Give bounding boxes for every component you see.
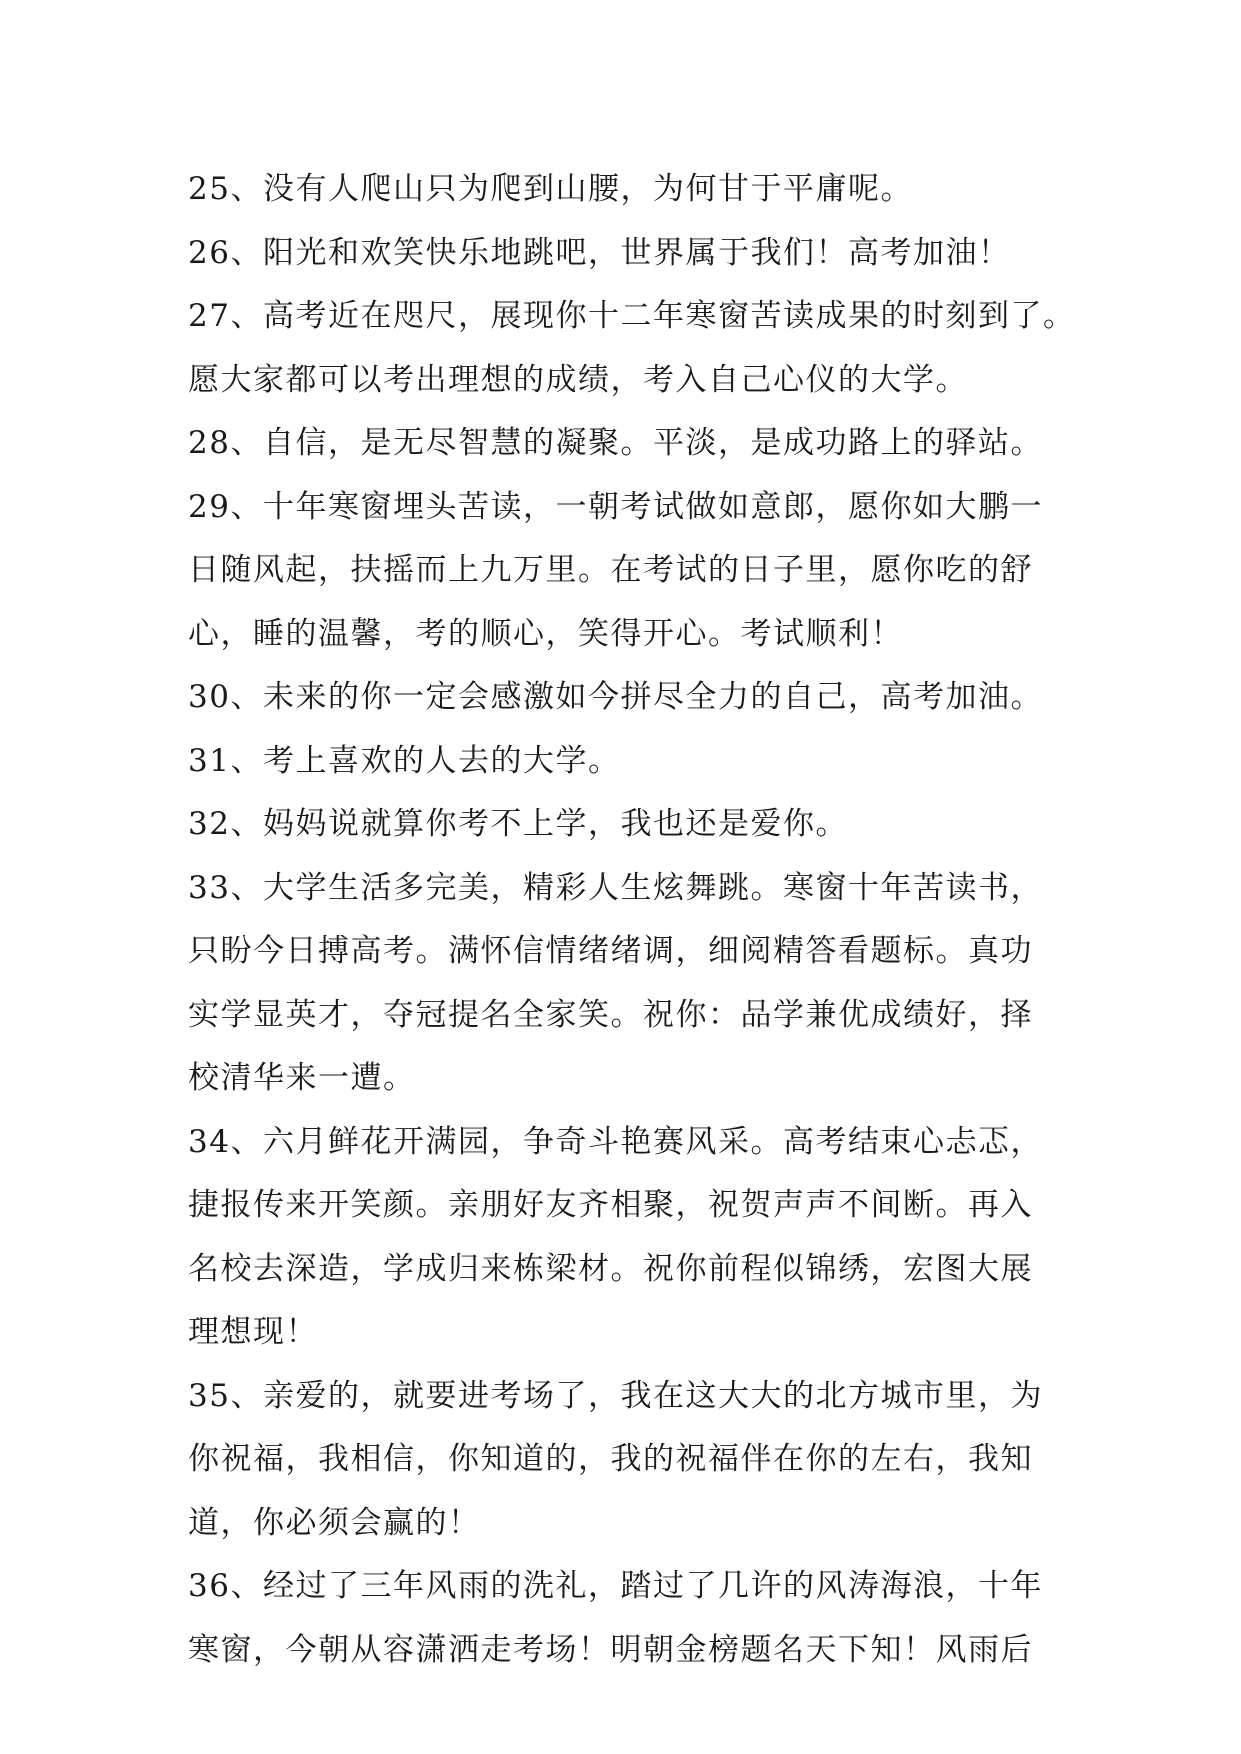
document-body	[188, 158, 1088, 1682]
text-line: 校清华来一遭。	[188, 1060, 416, 1096]
text-line: 36、经过了三年风雨的洗礼，踏过了几许的风涛海浪，十年	[188, 1568, 1043, 1604]
text-line: 只盼今日搏高考。满怀信情绪绪调，细阅精答看题标。真功	[188, 933, 1033, 969]
text-line: 31、考上喜欢的人去的大学。	[188, 742, 621, 779]
text-line: 30、未来的你一定会感激如今拼尽全力的自己，高考加油。	[188, 679, 1043, 715]
text-line: 名校去深造，学成归来栋梁材。祝你前程似锦绣，宏图大展	[188, 1250, 1033, 1287]
text-line: 日随风起，扶摇而上九万里。在考试的日子里，愿你吃的舒	[188, 552, 1033, 588]
text-line: 29、十年寒窗埋头苦读，一朝考试做如意郎，愿你如大鹏一	[188, 488, 1043, 525]
text-line: 28、自信，是无尽智慧的凝聚。平淡，是成功路上的驿站。	[188, 425, 1043, 461]
text-line: 33、大学生活多完美，精彩人生炫舞跳。寒窗十年苦读书，	[188, 869, 1043, 906]
text-line: 道，你必须会赢的！	[188, 1504, 481, 1541]
text-line: 32、妈妈说就算你考不上学，我也还是爱你。	[188, 806, 848, 842]
text-line: 愿大家都可以考出理想的成绩，考入自己心仪的大学。	[188, 361, 968, 398]
text-line: 25、没有人爬山只为爬到山腰，为何甘于平庸呢。	[188, 171, 913, 207]
text-line: 27、高考近在咫尺，展现你十二年寒窗苦读成果的时刻到了。	[188, 298, 1076, 334]
text-line: 理想现！	[188, 1314, 318, 1350]
text-line: 捷报传来开笑颜。亲朋好友齐相聚，祝贺声声不间断。再入	[188, 1187, 1033, 1223]
text-line: 实学显英才，夺冠提名全家笑。祝你：品学兼优成绩好，择	[188, 996, 1033, 1033]
text-line: 34、六月鲜花开满园，争奇斗艳赛风采。高考结束心忐忑，	[188, 1123, 1043, 1160]
text-line: 寒窗，今朝从容潇洒走考场！明朝金榜题名天下知！风雨后	[188, 1631, 1033, 1668]
text-line: 你祝福，我相信，你知道的，我的祝福伴在你的左右，我知	[188, 1441, 1033, 1477]
text-line: 心，睡的温馨，考的顺心，笑得开心。考试顺利！	[188, 615, 903, 652]
text-line: 26、阳光和欢笑快乐地跳吧，世界属于我们！高考加油！	[188, 234, 1011, 271]
text-line: 35、亲爱的，就要进考场了，我在这大大的北方城市里，为	[188, 1377, 1043, 1414]
